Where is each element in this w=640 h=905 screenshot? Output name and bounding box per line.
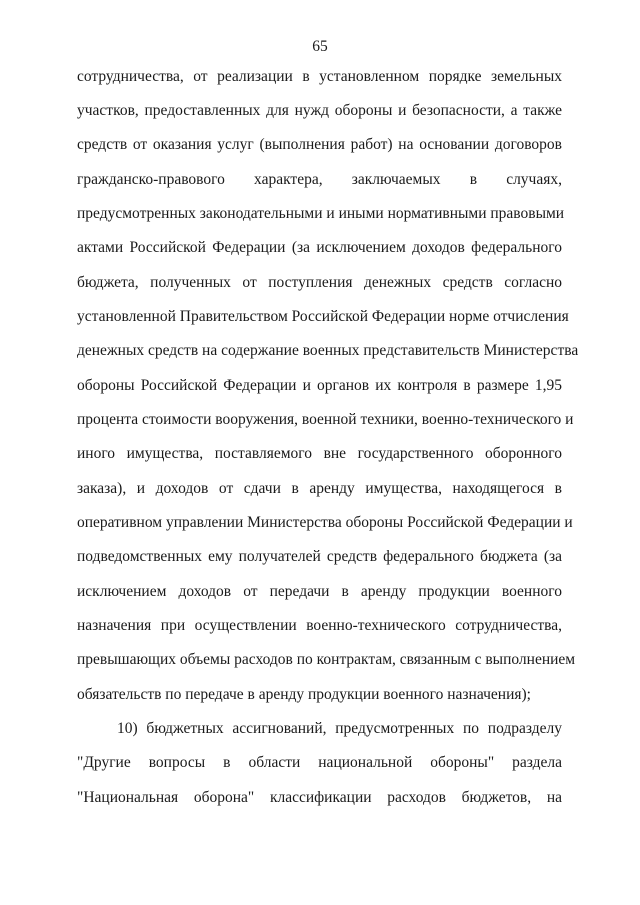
text-line-9: денежных средств на содержание военных представительств Министерства <box>77 342 579 359</box>
text-line-22: "Национальная оборона" классификации расходов бюджетов, на <box>77 789 562 806</box>
text-line-17: назначения при осуществлении военно-технического сотрудничества, <box>77 617 562 634</box>
page-number: 65 <box>312 38 328 55</box>
text-line-7: бюджета, полученных от поступления денежных средств согласно <box>77 274 562 291</box>
text-line-1: сотрудничества, от реализации в установленном порядке земельных <box>77 68 562 85</box>
text-line-10: обороны Российской Федерации и органов их контроля в размере 1,95 <box>77 377 562 394</box>
text-line-21: "Другие вопросы в области национальной обороны" раздела <box>77 754 562 771</box>
text-line-6: актами Российской Федерации (за исключением доходов федерального <box>77 239 562 256</box>
text-line-4: гражданско-правового характера, заключаемых в случаях, <box>77 171 562 188</box>
text-line-15: подведомственных ему получателей средств федерального бюджета (за <box>77 548 562 565</box>
text-line-12: иного имущества, поставляемого вне государственного оборонного <box>77 445 562 462</box>
text-line-19: обязательств по передаче в аренду продукции военного назначения); <box>77 686 531 703</box>
text-line-8: установленной Правительством Российской Федерации норме отчисления <box>77 308 569 325</box>
text-line-3: средств от оказания услуг (выполнения работ) на основании договоров <box>77 136 562 153</box>
text-line-18: превышающих объемы расходов по контрактам, связанным с выполнением <box>77 651 576 668</box>
text-line-11: процента стоимости вооружения, военной техники, военно-технического и <box>77 411 574 428</box>
paragraph-start-line: 10) бюджетных ассигнований, предусмотренных по подразделу <box>117 720 562 737</box>
text-line-2: участков, предоставленных для нужд обороны и безопасности, а также <box>77 102 562 119</box>
text-line-16: исключением доходов от передачи в аренду продукции военного <box>77 583 562 600</box>
text-line-14: оперативном управлении Министерства обороны Российской Федерации и <box>77 514 573 531</box>
text-line-5: предусмотренных законодательными и иными нормативными правовыми <box>77 205 565 222</box>
text-line-13: заказа), и доходов от сдачи в аренду имущества, находящегося в <box>77 480 562 497</box>
